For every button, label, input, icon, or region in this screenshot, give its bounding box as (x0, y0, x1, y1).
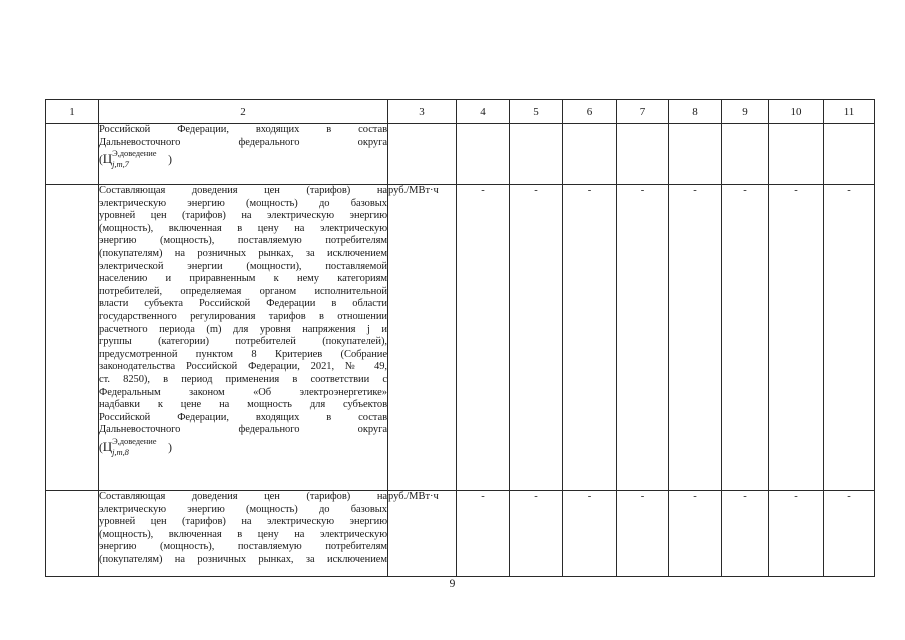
formula-open-paren: ( (99, 441, 103, 454)
table-body (46, 124, 875, 577)
page-number: 9 (449, 578, 456, 590)
formula-open-paren: ( (99, 154, 103, 167)
description-cell (99, 124, 388, 185)
description-line: Дальневосточного федерального округа (99, 136, 387, 148)
description-line: электрической энергии (мощности), поставляемой (99, 260, 387, 272)
value-cell: - (824, 185, 875, 491)
tariff-table (45, 99, 875, 577)
description-line: группы (категории) потребителей (покупателей), (99, 336, 387, 348)
description-line: (мощность), включенная в цену на электрическую (99, 222, 387, 234)
description-line: расчетного периода (m) для уровня напряжения j и (99, 323, 387, 335)
value-cell (722, 124, 769, 185)
value-cell: - (563, 491, 617, 577)
value-cell: - (457, 491, 510, 577)
description-line: ст. 8250), в период применения в соответствии с (99, 373, 387, 385)
description-line: государственного регулирования тарифов в отношении (99, 310, 387, 322)
formula-symbol: Ц (102, 151, 113, 167)
formula-symbol: Ц (102, 438, 113, 454)
description-line: Федеральным законом «Об электроэнергетике» (99, 386, 387, 398)
description-line: Составляющая доведения цен (тарифов) на (99, 491, 387, 502)
description-line: надбавки к цене на мощность для субъектов (99, 399, 387, 411)
description-line: энергию (мощность), поставляемую потребителям (99, 235, 387, 247)
description-line: Составляющая доведения цен (тарифов) на (99, 185, 387, 196)
column-header-5: 5 (510, 100, 563, 124)
description-line: Дальневосточного федерального округа (99, 424, 387, 436)
description-line: законодательства Российской Федерации, 2021, № 49, (99, 361, 387, 373)
value-cell: - (722, 491, 769, 577)
description-line: (покупателям) на розничных рынках, за исключением (99, 553, 387, 565)
description-line: энергию (мощность), поставляемую потребителям (99, 541, 387, 553)
description-cell (99, 491, 388, 577)
description-line: предусмотренной пунктом 8 Критериев (Собрание (99, 348, 387, 360)
table-row (46, 124, 875, 185)
description-line: (покупателям) на розничных рынках, за исключением (99, 247, 387, 259)
description-line: власти субъекта Российской Федерации в области (99, 298, 387, 310)
value-cell: - (769, 185, 824, 491)
formula-superscript: Э,доведение (112, 148, 157, 159)
description-line: электрическую энергию (мощность) до базовых (99, 503, 387, 515)
value-cell (457, 124, 510, 185)
description-line: (мощность), включенная в цену на электрическую (99, 528, 387, 540)
value-cell: - (769, 491, 824, 577)
value-cell: - (669, 185, 722, 491)
value-cell (769, 124, 824, 185)
description-line: уровней цен (тарифов) на электрическую энергию (99, 210, 387, 222)
table-header-row (46, 100, 875, 124)
column-header-6: 6 (563, 100, 617, 124)
value-cell: - (510, 185, 563, 491)
column-header-7: 7 (617, 100, 669, 124)
table-row (46, 185, 875, 491)
description-line: электрическую энергию (мощность) до базовых (99, 197, 387, 209)
column-header-4: 4 (457, 100, 510, 124)
description-line: Российской Федерации, входящих в состав (99, 411, 387, 423)
formula-notation (99, 148, 172, 170)
value-cell: - (457, 185, 510, 491)
unit-cell (388, 124, 457, 185)
value-cell (669, 124, 722, 185)
value-cell (824, 124, 875, 185)
table-row (46, 491, 875, 577)
value-cell (563, 124, 617, 185)
column-header-2: 2 (99, 100, 388, 124)
value-cell: - (722, 185, 769, 491)
value-cell: - (824, 491, 875, 577)
formula-close-paren: ) (168, 441, 172, 454)
unit-cell: руб./МВт·ч (388, 185, 457, 491)
column-header-1: 1 (46, 100, 99, 124)
formula-subscript: j,m,7 (112, 159, 129, 170)
value-cell: - (617, 491, 669, 577)
description-line: потребителей, определяемая органом исполнительной (99, 285, 387, 297)
value-cell (510, 124, 563, 185)
row-number-cell (46, 491, 99, 577)
value-cell: - (669, 491, 722, 577)
value-cell: - (563, 185, 617, 491)
unit-cell: руб./МВт·ч (388, 491, 457, 577)
formula-superscript: Э,доведение (112, 435, 157, 446)
description-line: Российской Федерации, входящих в состав (99, 124, 387, 135)
column-header-10: 10 (769, 100, 824, 124)
formula-notation (99, 435, 172, 457)
column-header-3: 3 (388, 100, 457, 124)
column-header-9: 9 (722, 100, 769, 124)
column-header-8: 8 (669, 100, 722, 124)
value-cell: - (510, 491, 563, 577)
row-number-cell (46, 185, 99, 491)
value-cell: - (617, 185, 669, 491)
column-header-11: 11 (824, 100, 875, 124)
formula-close-paren: ) (168, 154, 172, 167)
value-cell (617, 124, 669, 185)
description-cell (99, 185, 388, 491)
formula-subscript: j,m,8 (112, 446, 129, 457)
row-number-cell (46, 124, 99, 185)
description-line: населению и приравненным к нему категориям (99, 273, 387, 285)
description-line: уровней цен (тарифов) на электрическую энергию (99, 516, 387, 528)
